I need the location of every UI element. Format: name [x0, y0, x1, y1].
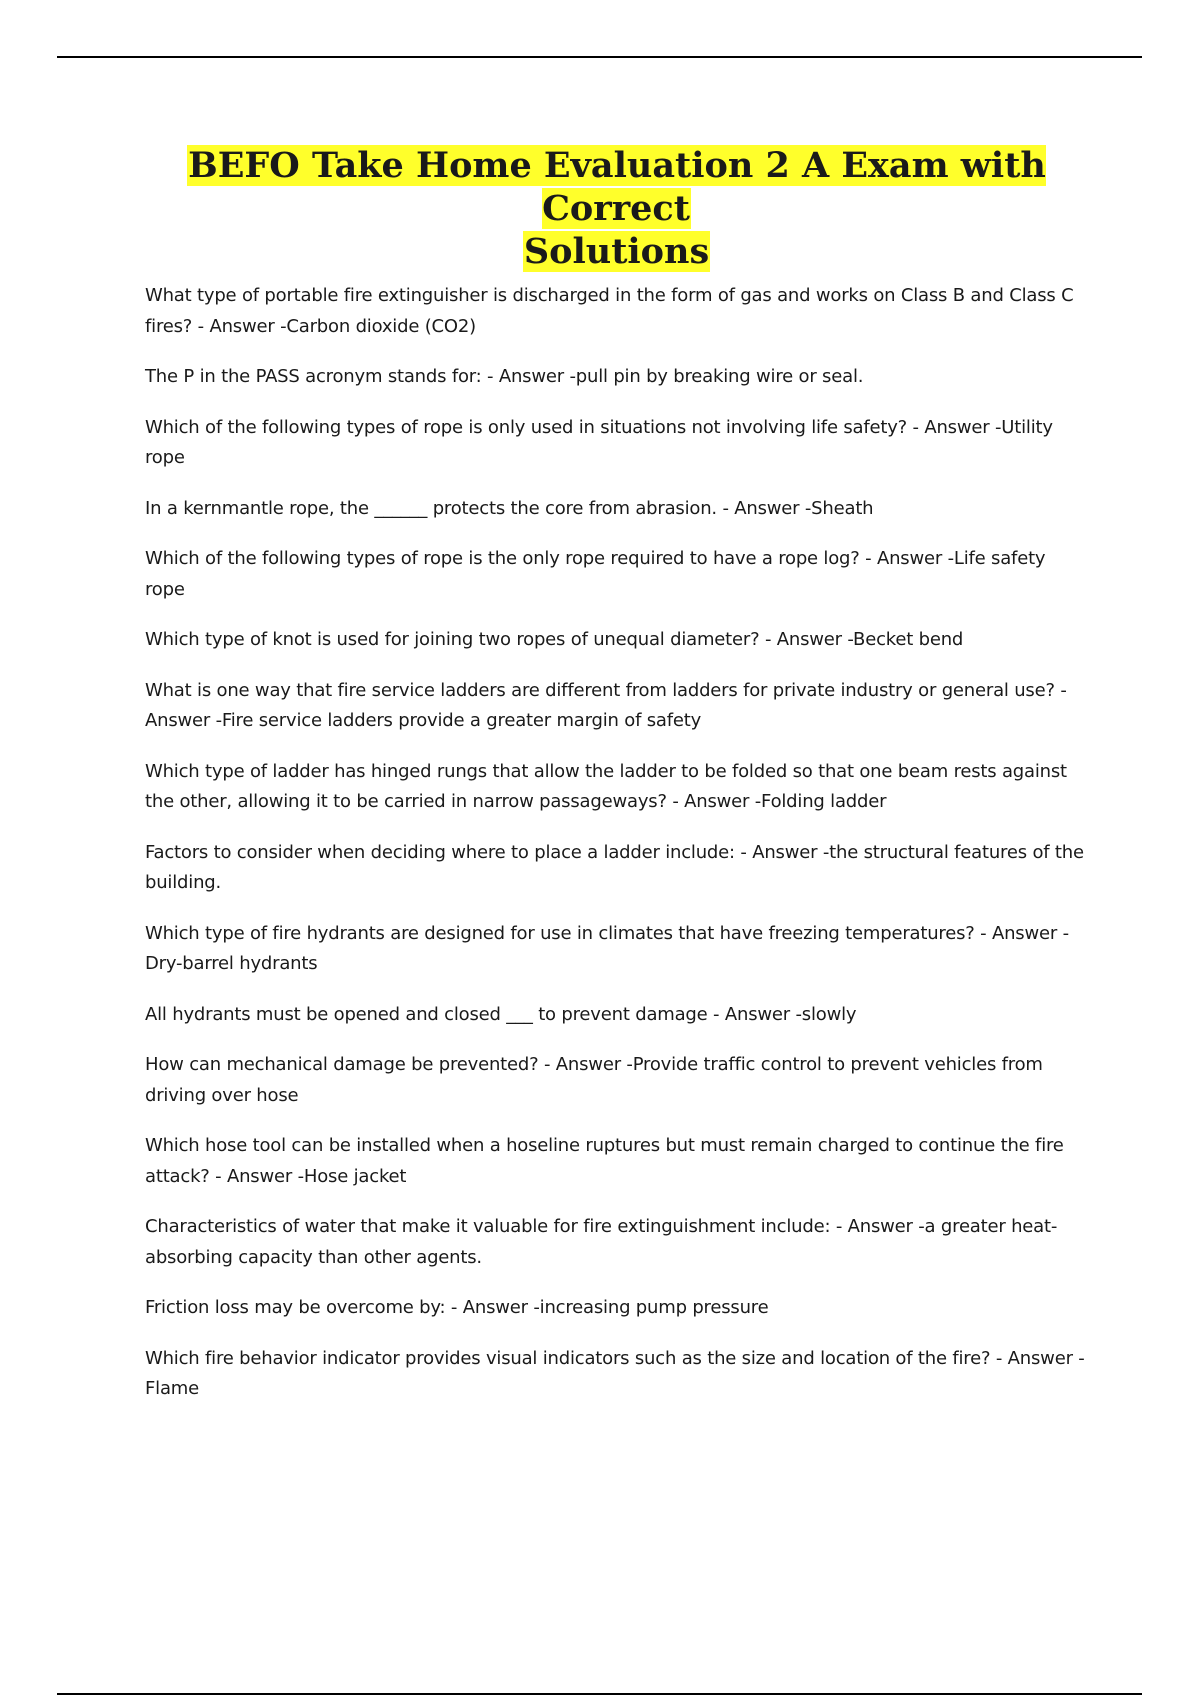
- title-line-2: Solutions: [523, 231, 710, 272]
- qa-item: All hydrants must be opened and closed ___ to prevent damage - Answer -slowly: [145, 1003, 857, 1025]
- qa-item: Which hose tool can be installed when a hoseline ruptures but must remain charged to continue the fire attack? - Answer -Hose jacket: [145, 1135, 1064, 1187]
- qa-item: Friction loss may be overcome by: - Answer -increasing pump pressure: [145, 1297, 769, 1318]
- top-divider: [57, 56, 1142, 58]
- qa-item: Which type of ladder has hinged rungs that allow the ladder to be folded so that one beam rests against the other, allowing it to be carried in narrow passageways? - Answer -Folding ladder: [145, 760, 1067, 812]
- qa-item: What is one way that fire service ladders are different from ladders for private industry or general use? - Answer -Fire service ladders provide a greater margin of safety: [145, 679, 1067, 731]
- title-line-1: BEFO Take Home Evaluation 2 A Exam with Correct: [188, 145, 1046, 229]
- qa-list: [145, 281, 1090, 1425]
- qa-item: How can mechanical damage be prevented? - Answer -Provide traffic control to prevent vehicles from driving over hose: [145, 1054, 1043, 1106]
- qa-item: Characteristics of water that make it valuable for fire extinguishment include: - Answer -a greater heat-absorbing capacity than other agents.: [145, 1216, 1058, 1268]
- qa-item: In a kernmantle rope, the ______ protects the core from abrasion. - Answer -Sheath: [145, 497, 874, 519]
- qa-item: Which of the following types of rope is only used in situations not involving life safety? - Answer -Utility rope: [145, 416, 1053, 468]
- qa-item: What type of portable fire extinguisher is discharged in the form of gas and works on Class B and Class C fires? - Answer -Carbon dioxide (CO2): [145, 285, 1074, 337]
- document-title: [120, 144, 1113, 273]
- qa-item: Which type of fire hydrants are designed for use in climates that have freezing temperatures? - Answer - Dry-barrel hydrants: [145, 922, 1069, 974]
- qa-item: Factors to consider when deciding where to place a ladder include: - Answer -the structural features of the building.: [145, 841, 1084, 893]
- qa-item: The P in the PASS acronym stands for: - Answer -pull pin by breaking wire or seal.: [145, 366, 864, 387]
- document-title-block: [120, 144, 1113, 273]
- qa-item: Which type of knot is used for joining two ropes of unequal diameter? - Answer -Becket bend: [145, 629, 964, 650]
- qa-item: Which fire behavior indicator provides visual indicators such as the size and location of the fire? - Answer -Flame: [145, 1347, 1085, 1399]
- qa-item: Which of the following types of rope is the only rope required to have a rope log? - Answer -Life safety rope: [145, 548, 1046, 600]
- bottom-divider: [57, 1693, 1142, 1695]
